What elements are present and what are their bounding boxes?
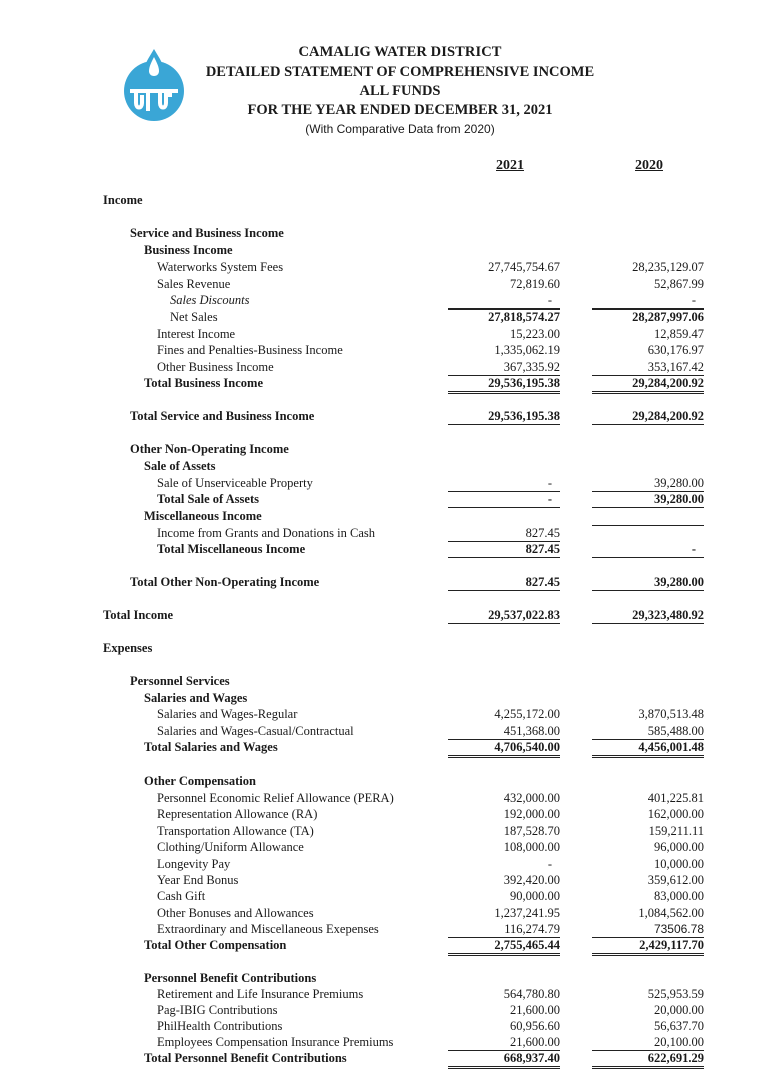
value-2020: 401,225.81 bbox=[647, 791, 704, 805]
table-row bbox=[0, 921, 765, 937]
value-2020: 353,167.42 bbox=[592, 359, 704, 376]
value-2021: - bbox=[448, 292, 560, 309]
value-2020: 73506.78 bbox=[592, 921, 704, 938]
row-label: Fines and Penalties-Business Income bbox=[157, 343, 343, 357]
value-2021: 108,000.00 bbox=[503, 840, 560, 854]
value-2021: 90,000.00 bbox=[510, 889, 560, 903]
group-other-non-operating bbox=[0, 441, 765, 457]
value-2021: 4,706,540.00 bbox=[448, 739, 560, 758]
row-label: Service and Business Income bbox=[130, 226, 284, 240]
table-row bbox=[0, 986, 765, 1002]
value-2020: 28,235,129.07 bbox=[632, 260, 704, 274]
value-2021: - bbox=[448, 475, 560, 492]
value-2020: 52,867.99 bbox=[654, 277, 704, 291]
subgroup-sale-of-assets bbox=[0, 458, 765, 474]
table-row bbox=[0, 1018, 765, 1034]
group-personnel-services bbox=[0, 673, 765, 689]
column-header-2020: 2020 bbox=[635, 158, 663, 173]
table-row bbox=[0, 723, 765, 739]
value-2021: 29,537,022.83 bbox=[448, 607, 560, 624]
table-row bbox=[0, 806, 765, 822]
table-row bbox=[0, 292, 765, 308]
value-2020: 29,284,200.92 bbox=[592, 408, 704, 425]
row-label: Sale of Assets bbox=[144, 459, 216, 473]
value-2020: 12,859.47 bbox=[654, 327, 704, 341]
row-label: Salaries and Wages-Regular bbox=[157, 707, 298, 721]
value-2021: 367,335.92 bbox=[448, 359, 560, 376]
row-label: Cash Gift bbox=[157, 889, 206, 903]
value-2020: 20,100.00 bbox=[592, 1034, 704, 1051]
row-label: Pag-IBIG Contributions bbox=[157, 1003, 278, 1017]
value-2021: 827.45 bbox=[448, 541, 560, 558]
group-service-business-income bbox=[0, 225, 765, 241]
value-2020: 96,000.00 bbox=[654, 840, 704, 854]
table-row bbox=[0, 856, 765, 872]
row-label: Salaries and Wages-Casual/Contractual bbox=[157, 724, 354, 738]
value-2020: 525,953.59 bbox=[647, 987, 704, 1001]
value-2021: 15,223.00 bbox=[510, 327, 560, 341]
value-2021: 4,255,172.00 bbox=[494, 707, 560, 721]
row-label: Total Business Income bbox=[144, 376, 264, 390]
value-2021: 668,937.40 bbox=[448, 1050, 560, 1069]
row-label: Extraordinary and Miscellaneous Exepenses bbox=[157, 922, 379, 936]
subgroup-other-compensation bbox=[0, 773, 765, 789]
table-row bbox=[0, 276, 765, 292]
table-row bbox=[0, 309, 765, 325]
value-2020: - bbox=[592, 292, 704, 309]
value-2021: 21,600.00 bbox=[448, 1034, 560, 1051]
subgroup-business-income bbox=[0, 242, 765, 258]
row-label: Expenses bbox=[103, 641, 153, 655]
subtotal-rule bbox=[448, 309, 560, 310]
table-row bbox=[0, 326, 765, 342]
row-label: Employees Compensation Insurance Premiums bbox=[157, 1035, 394, 1049]
value-2020: 83,000.00 bbox=[654, 889, 704, 903]
value-2021: 451,368.00 bbox=[448, 723, 560, 740]
value-2020: 10,000.00 bbox=[654, 857, 704, 871]
row-label: Total Personnel Benefit Contributions bbox=[144, 1051, 347, 1065]
value-2020: 162,000.00 bbox=[647, 807, 704, 821]
row-label: Net Sales bbox=[170, 310, 218, 324]
row-label: Personnel Services bbox=[130, 674, 230, 688]
value-2020: 20,000.00 bbox=[654, 1003, 704, 1017]
section-income bbox=[0, 192, 765, 208]
value-2021: - bbox=[547, 857, 552, 871]
table-row bbox=[0, 475, 765, 491]
section-expenses bbox=[0, 640, 765, 656]
table-row-grand-total bbox=[0, 607, 765, 623]
row-label: Year End Bonus bbox=[157, 873, 239, 887]
value-2021: 827.45 bbox=[448, 525, 560, 542]
row-label: Other Bonuses and Allowances bbox=[157, 906, 314, 920]
table-row bbox=[0, 706, 765, 722]
value-2020: 1,084,562.00 bbox=[638, 906, 704, 920]
row-label: Total Salaries and Wages bbox=[144, 740, 278, 754]
value-2020: 3,870,513.48 bbox=[638, 707, 704, 721]
table-row bbox=[0, 823, 765, 839]
value-2021: 392,420.00 bbox=[503, 873, 560, 887]
value-2020 bbox=[592, 525, 704, 526]
subgroup-personnel-benefit bbox=[0, 970, 765, 986]
value-2021: 192,000.00 bbox=[503, 807, 560, 821]
table-row bbox=[0, 905, 765, 921]
row-label: Income bbox=[103, 193, 143, 207]
table-row bbox=[0, 359, 765, 375]
value-2020: 28,287,997.06 bbox=[632, 310, 704, 324]
table-row bbox=[0, 1002, 765, 1018]
value-2021: 2,755,465.44 bbox=[448, 937, 560, 956]
value-2021: 116,274.79 bbox=[448, 921, 560, 938]
row-label: Total Other Compensation bbox=[144, 938, 287, 952]
row-label: Retirement and Life Insurance Premiums bbox=[157, 987, 364, 1001]
value-2020: 39,280.00 bbox=[592, 491, 704, 508]
value-2020: 359,612.00 bbox=[647, 873, 704, 887]
value-2020: 630,176.97 bbox=[647, 343, 704, 357]
value-2020: 39,280.00 bbox=[592, 574, 704, 591]
value-2021: - bbox=[448, 491, 560, 508]
table-row bbox=[0, 888, 765, 904]
row-label: PhilHealth Contributions bbox=[157, 1019, 283, 1033]
row-label: Transportation Allowance (TA) bbox=[157, 824, 314, 838]
value-2021: 27,818,574.27 bbox=[488, 310, 560, 324]
funds-title: ALL FUNDS bbox=[359, 83, 441, 99]
value-2020: 29,323,480.92 bbox=[592, 607, 704, 624]
statement-title: DETAILED STATEMENT OF COMPREHENSIVE INCOME bbox=[205, 64, 595, 80]
value-2021: 827.45 bbox=[448, 574, 560, 591]
table-row-total bbox=[0, 408, 765, 424]
row-label: Sales Revenue bbox=[157, 277, 231, 291]
table-row-total bbox=[0, 375, 765, 391]
comparative-note: (With Comparative Data from 2020) bbox=[305, 122, 495, 136]
value-2020: 56,637.70 bbox=[654, 1019, 704, 1033]
value-2021: 27,745,754.67 bbox=[488, 260, 560, 274]
value-2020: 622,691.29 bbox=[592, 1050, 704, 1069]
subtotal-rule bbox=[448, 491, 560, 492]
value-2020: 4,456,001.48 bbox=[592, 739, 704, 758]
value-2021: 29,536,195.38 bbox=[448, 408, 560, 425]
table-row-total bbox=[0, 491, 765, 507]
value-2021: 1,335,062.19 bbox=[494, 343, 560, 357]
row-label: Sale of Unserviceable Property bbox=[157, 476, 313, 490]
value-2020: 39,280.00 bbox=[592, 475, 704, 492]
value-2021: 432,000.00 bbox=[503, 791, 560, 805]
row-label: Interest Income bbox=[157, 327, 236, 341]
row-label: Total Sale of Assets bbox=[157, 492, 259, 506]
table-row bbox=[0, 259, 765, 275]
table-row-total bbox=[0, 574, 765, 590]
table-row-total bbox=[0, 541, 765, 557]
period-title: FOR THE YEAR ENDED DECEMBER 31, 2021 bbox=[247, 102, 553, 118]
value-2020: 2,429,117.70 bbox=[592, 937, 704, 956]
table-row bbox=[0, 342, 765, 358]
row-label: Other Compensation bbox=[144, 774, 256, 788]
table-row-total bbox=[0, 739, 765, 755]
value-2021: 29,536,195.38 bbox=[448, 375, 560, 394]
value-2020: 29,284,200.92 bbox=[592, 375, 704, 394]
value-2020: - bbox=[592, 541, 704, 558]
row-label: Clothing/Uniform Allowance bbox=[157, 840, 304, 854]
value-2021: 187,528.70 bbox=[503, 824, 560, 838]
row-label: Longevity Pay bbox=[157, 857, 231, 871]
subtotal-rule bbox=[592, 491, 704, 492]
value-2020: 159,211.11 bbox=[648, 824, 704, 838]
row-label: Other Business Income bbox=[157, 360, 274, 374]
row-label: Total Service and Business Income bbox=[130, 409, 315, 423]
value-2021: 21,600.00 bbox=[510, 1003, 560, 1017]
row-label: Business Income bbox=[144, 243, 233, 257]
row-label: Representation Allowance (RA) bbox=[157, 807, 318, 821]
row-label: Sales Discounts bbox=[170, 293, 250, 307]
value-2021: 1,237,241.95 bbox=[494, 906, 560, 920]
value-2021: 72,819.60 bbox=[510, 277, 560, 291]
subgroup-misc-income bbox=[0, 508, 765, 524]
table-row-total bbox=[0, 1050, 765, 1066]
table-row bbox=[0, 790, 765, 806]
row-label: Salaries and Wages bbox=[144, 691, 248, 705]
value-2021: 60,956.60 bbox=[510, 1019, 560, 1033]
table-row bbox=[0, 839, 765, 855]
row-label: Total Income bbox=[103, 608, 174, 622]
value-2021: 564,780.80 bbox=[503, 987, 560, 1001]
table-row bbox=[0, 1034, 765, 1050]
subgroup-salaries bbox=[0, 690, 765, 706]
row-label: Total Miscellaneous Income bbox=[157, 542, 306, 556]
org-title: CAMALIG WATER DISTRICT bbox=[298, 44, 502, 60]
row-label: Personnel Economic Relief Allowance (PERA) bbox=[157, 791, 394, 805]
row-label: Other Non-Operating Income bbox=[130, 442, 289, 456]
row-label: Total Other Non-Operating Income bbox=[130, 575, 320, 589]
table-row bbox=[0, 872, 765, 888]
row-label: Personnel Benefit Contributions bbox=[144, 971, 317, 985]
value-2020: 585,488.00 bbox=[592, 723, 704, 740]
row-label: Income from Grants and Donations in Cash bbox=[157, 526, 376, 540]
table-row-total bbox=[0, 937, 765, 953]
column-header-2021: 2021 bbox=[496, 158, 524, 173]
table-row bbox=[0, 525, 765, 541]
row-label: Waterworks System Fees bbox=[157, 260, 284, 274]
subtotal-rule bbox=[592, 309, 704, 310]
row-label: Miscellaneous Income bbox=[144, 509, 262, 523]
